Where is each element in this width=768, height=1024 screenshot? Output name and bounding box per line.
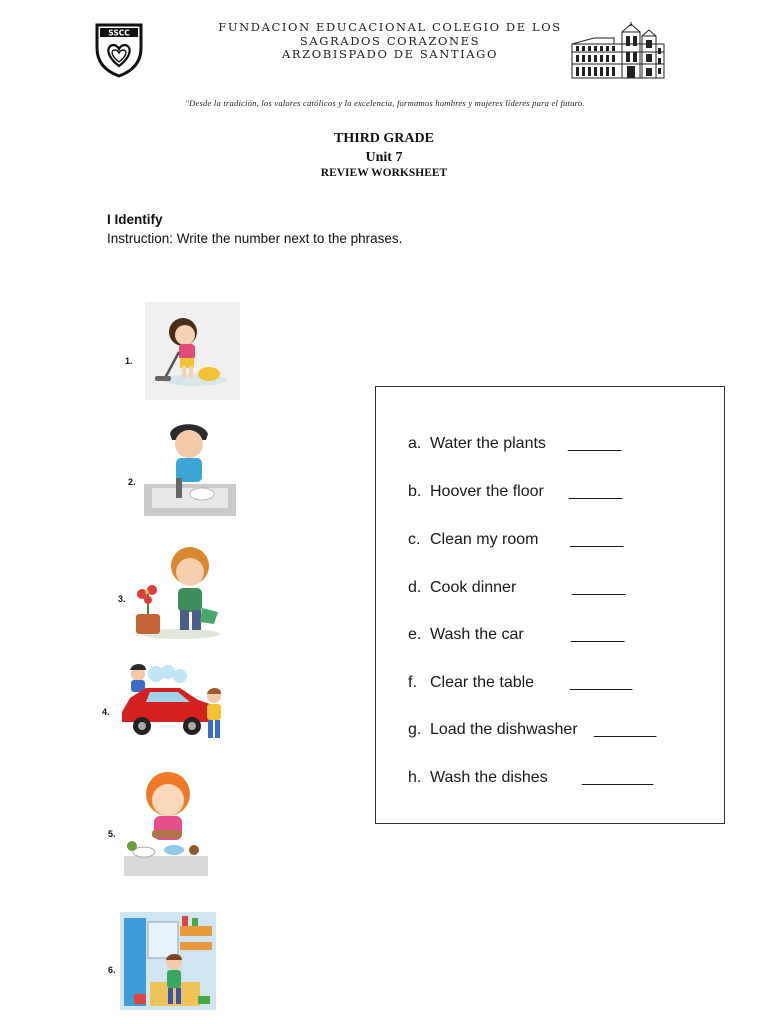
girl-clearing-table-icon (122, 768, 210, 878)
school-name-line-3: ARZOBISPADO DE SANTIAGO (282, 47, 498, 61)
boy-watering-plants-icon (130, 542, 222, 642)
phrase-item-b (408, 483, 544, 501)
instruction-text: Instruction: Write the number next to the phrases. (107, 231, 403, 246)
phrase-item-h (408, 769, 548, 787)
phrase-letter: d. (408, 579, 422, 596)
picture-number-1: 1. (125, 356, 133, 366)
phrase-letter: h. (408, 769, 422, 786)
phrase-item-g (408, 721, 578, 739)
school-motto: "Desde la tradición, los valores católicos y la excelencia, formamos hombres y mujeres líderes para el futuro. (185, 98, 585, 108)
school-building-icon (570, 22, 666, 80)
girl-vacuuming-icon (145, 302, 240, 400)
phrase-item-e (408, 626, 524, 644)
school-crest-logo (94, 22, 144, 78)
svg-text:SSCC: SSCC (108, 28, 130, 38)
answer-blank-h[interactable]: ________ (582, 769, 654, 786)
school-name-line-2: SAGRADOS CORAZONES (299, 33, 481, 48)
phrase-item-f (408, 674, 534, 692)
picture-number-6: 6. (108, 965, 116, 975)
phrase-letter: e. (408, 626, 422, 643)
section-heading: I Identify (107, 212, 163, 227)
answer-blank-f[interactable]: _______ (570, 674, 633, 691)
phrase-item-c (408, 531, 538, 549)
answer-blank-c[interactable]: ______ (570, 531, 624, 548)
phrase-text: Water the plants (430, 435, 546, 452)
school-name-line-1: FUNDACION EDUCACIONAL COLEGIO DE LOS (218, 20, 562, 34)
unit-title: Unit 7 (365, 150, 403, 165)
phrase-letter: c. (408, 531, 421, 548)
phrase-text: Clear the table (430, 674, 535, 691)
phrase-text: Load the dishwasher (430, 721, 578, 738)
boy-washing-dishes-icon (142, 418, 238, 518)
phrase-text: Wash the car (430, 626, 524, 643)
grade-title: THIRD GRADE (334, 131, 434, 146)
picture-number-4: 4. (102, 707, 110, 717)
phrase-letter: g. (408, 721, 422, 738)
school-name (200, 21, 580, 62)
picture-number-2: 2. (128, 477, 136, 487)
answer-blank-b[interactable]: ______ (569, 483, 623, 500)
answer-blank-d[interactable]: ______ (572, 579, 626, 596)
phrase-text: Hoover the floor (430, 483, 544, 500)
picture-number-3: 3. (118, 594, 126, 604)
phrase-text: Clean my room (430, 531, 539, 548)
phrase-item-a (408, 435, 546, 453)
phrase-letter: f. (408, 674, 417, 691)
kids-washing-car-icon (116, 660, 226, 750)
phrase-letter: a. (408, 435, 422, 452)
worksheet-subtitle: REVIEW WORKSHEET (320, 167, 448, 179)
phrase-text: Wash the dishes (430, 769, 548, 786)
answer-blank-a[interactable]: ______ (568, 435, 622, 452)
boy-cleaning-room-icon (120, 912, 216, 1010)
phrase-letter: b. (408, 483, 422, 500)
phrase-text: Cook dinner (430, 579, 517, 596)
answer-blank-g[interactable]: _______ (594, 721, 657, 738)
picture-number-5: 5. (108, 829, 116, 839)
answer-blank-e[interactable]: ______ (571, 626, 625, 643)
phrase-item-d (408, 579, 516, 597)
